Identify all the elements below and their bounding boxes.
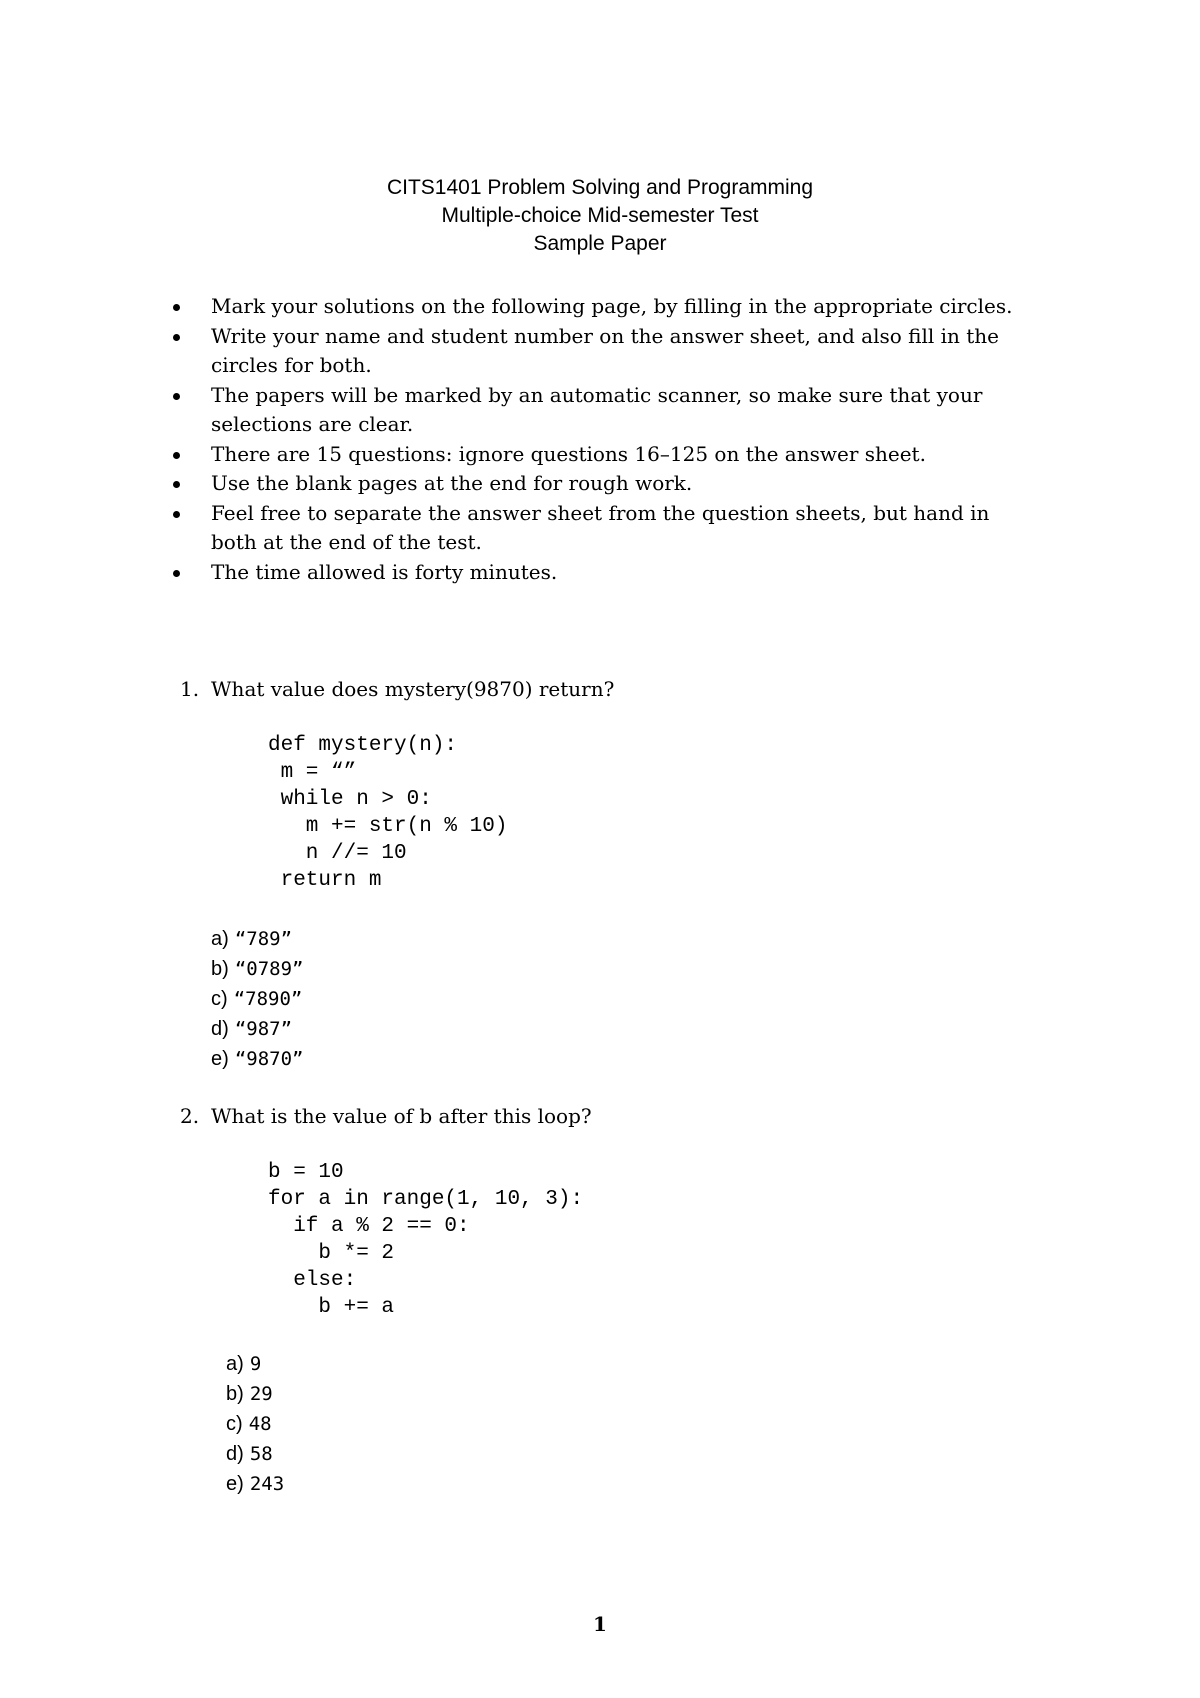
option-letter: a) [211, 928, 229, 950]
option-item [226, 1409, 284, 1439]
option-item [226, 1379, 284, 1409]
option-value: “0789” [234, 958, 304, 980]
bullet-icon [173, 334, 180, 341]
option-letter: c) [226, 1413, 243, 1435]
option-letter: a) [226, 1353, 244, 1375]
instructions-list [160, 292, 1040, 587]
question-1-title [180, 675, 614, 703]
option-item [211, 1014, 303, 1044]
instruction-text: Feel free to separate the answer sheet from the question sheets, but hand in both at the end of the test. [211, 500, 990, 554]
paper-type: Sample Paper [533, 232, 667, 255]
question-number: 1. [180, 677, 200, 701]
instruction-text: The time allowed is forty minutes. [211, 559, 558, 584]
instruction-item [160, 292, 1040, 322]
bullet-icon [173, 570, 180, 577]
option-value: “7890” [233, 988, 303, 1010]
instruction-item [160, 499, 1040, 558]
option-value: “9870” [234, 1048, 304, 1070]
course-title: CITS1401 Problem Solving and Programming [386, 176, 814, 199]
question-1-options [211, 924, 303, 1074]
option-letter: d) [226, 1443, 244, 1465]
instruction-text: The papers will be marked by an automatic scanner, so make sure that your selections are clear. [211, 382, 983, 436]
question-1-code: def mystery(n): m = “” while n > 0: m += str(n % 10) n //= 10 return m [268, 734, 508, 892]
option-value: 48 [248, 1413, 272, 1435]
option-item [211, 954, 303, 984]
instruction-text: Write your name and student number on the answer sheet, and also fill in the circles for both. [211, 323, 1000, 377]
option-value: 9 [249, 1353, 262, 1375]
test-title: Multiple-choice Mid-semester Test [441, 204, 759, 227]
instruction-text: Use the blank pages at the end for rough work. [211, 471, 693, 495]
option-item [211, 984, 303, 1014]
bullet-icon [173, 511, 180, 518]
instruction-item [160, 381, 1040, 440]
option-item [226, 1439, 284, 1469]
bullet-icon [173, 393, 180, 400]
option-letter: d) [211, 1018, 229, 1040]
option-letter: c) [211, 988, 228, 1010]
option-value: 29 [249, 1383, 273, 1405]
option-letter: e) [226, 1473, 244, 1495]
option-letter: b) [211, 958, 229, 980]
instruction-text: There are 15 questions: ignore questions 16–125 on the answer sheet. [211, 441, 926, 466]
option-value: “789” [234, 928, 293, 950]
option-letter: e) [211, 1048, 229, 1070]
question-2-options [226, 1349, 284, 1499]
option-value: 58 [249, 1443, 273, 1465]
instruction-item [160, 558, 1040, 588]
question-2-title [180, 1102, 592, 1130]
option-item [226, 1469, 284, 1499]
instruction-item [160, 322, 1040, 381]
question-number: 2. [180, 1104, 200, 1128]
bullet-icon [173, 304, 180, 311]
instruction-item [160, 440, 1040, 470]
option-item [211, 1044, 303, 1074]
bullet-icon [173, 481, 180, 488]
option-value: “987” [234, 1018, 293, 1040]
page-number: 1 [593, 1612, 607, 1636]
question-2-code: b = 10 for a in range(1, 10, 3): if a % 2 == 0: b *= 2 else: b += a [268, 1161, 584, 1319]
question-text: What is the value of b after this loop? [211, 1104, 592, 1128]
bullet-icon [173, 452, 180, 459]
instruction-text: Mark your solutions on the following page, by filling in the appropriate circles. [211, 294, 1013, 318]
question-text: What value does mystery(9870) return? [211, 677, 615, 701]
instruction-item [160, 469, 1040, 499]
option-value: 243 [249, 1473, 285, 1495]
option-item [211, 924, 303, 954]
option-item [226, 1349, 284, 1379]
option-letter: b) [226, 1383, 244, 1405]
paper-header [0, 174, 1200, 258]
